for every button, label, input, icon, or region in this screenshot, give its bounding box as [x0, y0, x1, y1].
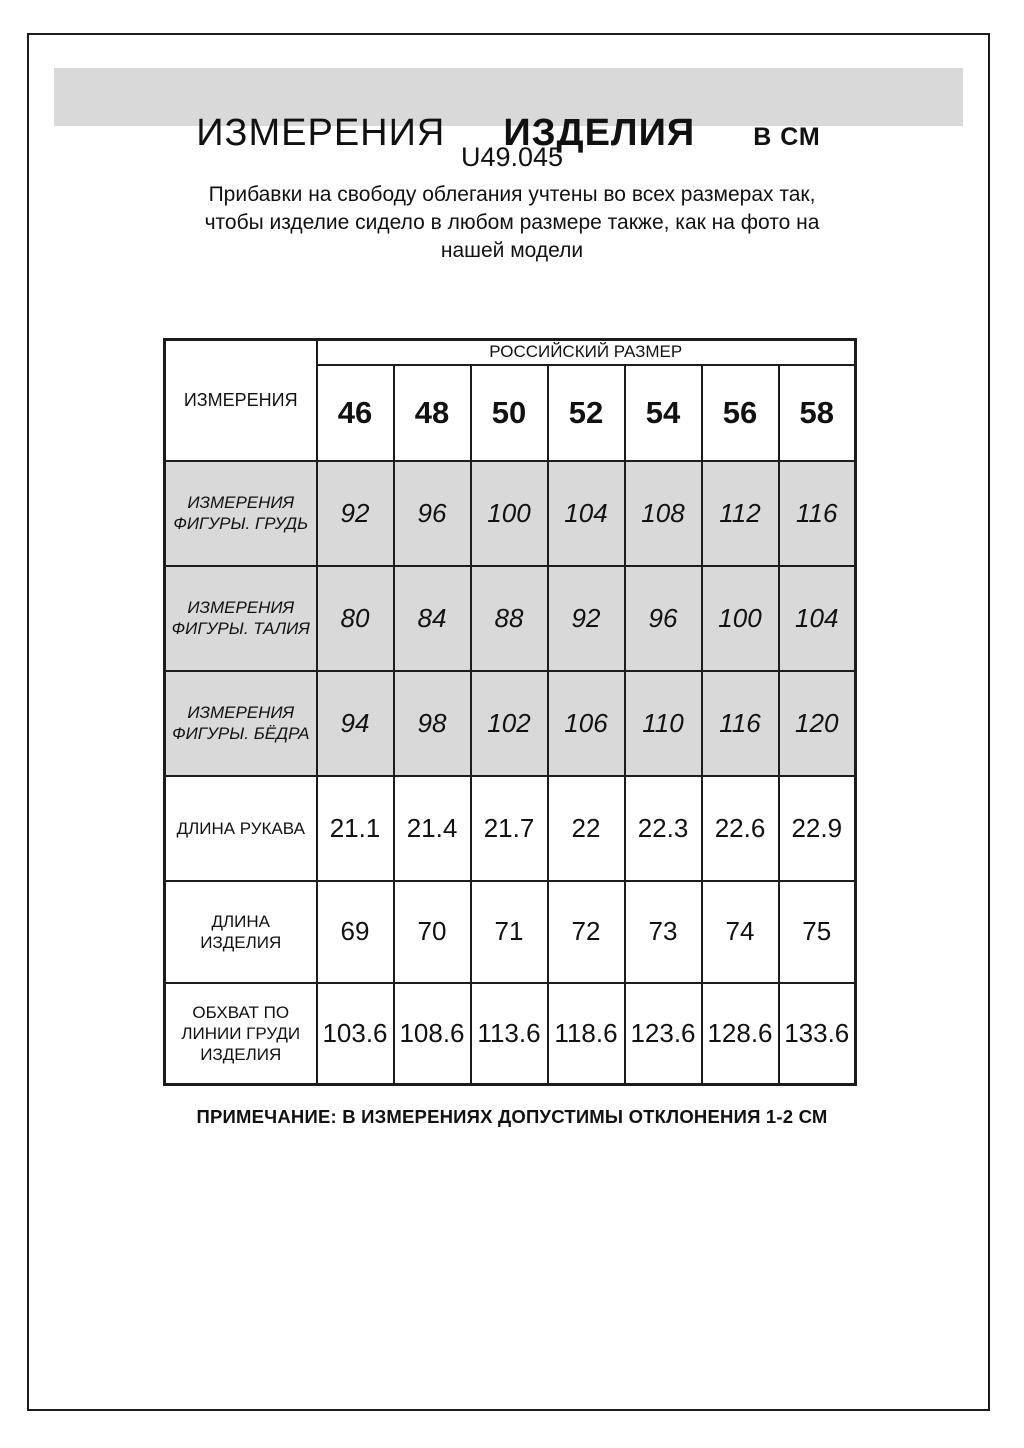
row-label: ДЛИНА ИЗДЕЛИЯ: [165, 881, 317, 983]
size-column-header: 54: [625, 365, 702, 461]
title-band: [54, 68, 963, 154]
measurement-value: 128.6: [702, 983, 779, 1085]
fit-description-line: чтобы изделие сидело в любом размере также, как на фото на: [204, 211, 820, 234]
measurement-value: 22.9: [779, 776, 856, 881]
measurement-value: 96: [625, 566, 702, 671]
measurement-value: 71: [471, 881, 548, 983]
measurement-value: 73: [625, 881, 702, 983]
row-label: ОБХВАТ ПО ЛИНИИ ГРУДИ ИЗДЕЛИЯ: [165, 983, 317, 1085]
fit-description-line: нашей модели: [440, 239, 584, 262]
measurement-value: 108: [625, 461, 702, 566]
table-header-row: [165, 340, 856, 365]
size-column-header: 48: [394, 365, 471, 461]
measurement-value: 123.6: [625, 983, 702, 1085]
measurement-value: 104: [548, 461, 625, 566]
size-column-header: 58: [779, 365, 856, 461]
measurement-value: 22.3: [625, 776, 702, 881]
measurement-value: 80: [317, 566, 394, 671]
measurement-value: 70: [394, 881, 471, 983]
measurement-value: 100: [702, 566, 779, 671]
table-row-body-waist: [165, 566, 856, 671]
table-row-garment-length: [165, 881, 856, 983]
measurements-corner-cell: ИЗМЕРЕНИЯ: [165, 340, 317, 461]
size-column-header: 52: [548, 365, 625, 461]
measurement-value: 22: [548, 776, 625, 881]
table-row-body-chest: [165, 461, 856, 566]
table-row-sleeve-length: [165, 776, 856, 881]
table-row-chest-circumference: [165, 983, 856, 1085]
title-measurements: ИЗМЕРЕНИЯ: [196, 112, 446, 154]
measurement-value: 21.7: [471, 776, 548, 881]
measurement-value: 113.6: [471, 983, 548, 1085]
size-column-header: 56: [702, 365, 779, 461]
measurement-value: 74: [702, 881, 779, 983]
measurement-value: 100: [471, 461, 548, 566]
measurement-value: 22.6: [702, 776, 779, 881]
measurement-value: 116: [702, 671, 779, 776]
size-column-header: 50: [471, 365, 548, 461]
row-label: ИЗМЕРЕНИЯ ФИГУРЫ. БЁДРА: [165, 671, 317, 776]
measurement-value: 92: [548, 566, 625, 671]
measurement-value: 84: [394, 566, 471, 671]
measurement-value: 102: [471, 671, 548, 776]
fit-description-line: Прибавки на свободу облегания учтены во всех размерах так,: [208, 183, 816, 206]
measurement-value: 133.6: [779, 983, 856, 1085]
measurement-value: 92: [317, 461, 394, 566]
measurement-value: 88: [471, 566, 548, 671]
row-label: ИЗМЕРЕНИЯ ФИГУРЫ. ГРУДЬ: [165, 461, 317, 566]
measurement-value: 112: [702, 461, 779, 566]
measurement-value: 103.6: [317, 983, 394, 1085]
measurement-value: 104: [779, 566, 856, 671]
measurement-value: 75: [779, 881, 856, 983]
size-table: [163, 338, 857, 1086]
measurement-value: 98: [394, 671, 471, 776]
measurement-value: 116: [779, 461, 856, 566]
row-label: ДЛИНА РУКАВА: [165, 776, 317, 881]
title-unit: В СМ: [753, 123, 821, 151]
measurement-value: 118.6: [548, 983, 625, 1085]
table-row-body-hips: [165, 671, 856, 776]
tolerance-note: ПРИМЕЧАНИЕ: В ИЗМЕРЕНИЯХ ДОПУСТИМЫ ОТКЛОНЕНИЯ 1-2 СМ: [196, 1106, 828, 1127]
measurement-value: 120: [779, 671, 856, 776]
row-label: ИЗМЕРЕНИЯ ФИГУРЫ. ТАЛИЯ: [165, 566, 317, 671]
fit-description: [152, 181, 872, 265]
measurement-value: 72: [548, 881, 625, 983]
measurement-value: 106: [548, 671, 625, 776]
measurement-value: 69: [317, 881, 394, 983]
measurement-value: 94: [317, 671, 394, 776]
measurement-value: 21.1: [317, 776, 394, 881]
measurement-value: 110: [625, 671, 702, 776]
measurement-value: 108.6: [394, 983, 471, 1085]
article-number: U49.045: [460, 142, 564, 172]
measurement-value: 21.4: [394, 776, 471, 881]
russian-size-header: РОССИЙСКИЙ РАЗМЕР: [317, 340, 856, 365]
measurement-value: 96: [394, 461, 471, 566]
size-column-header: 46: [317, 365, 394, 461]
title-product: ИЗДЕЛИЯ: [503, 112, 696, 154]
